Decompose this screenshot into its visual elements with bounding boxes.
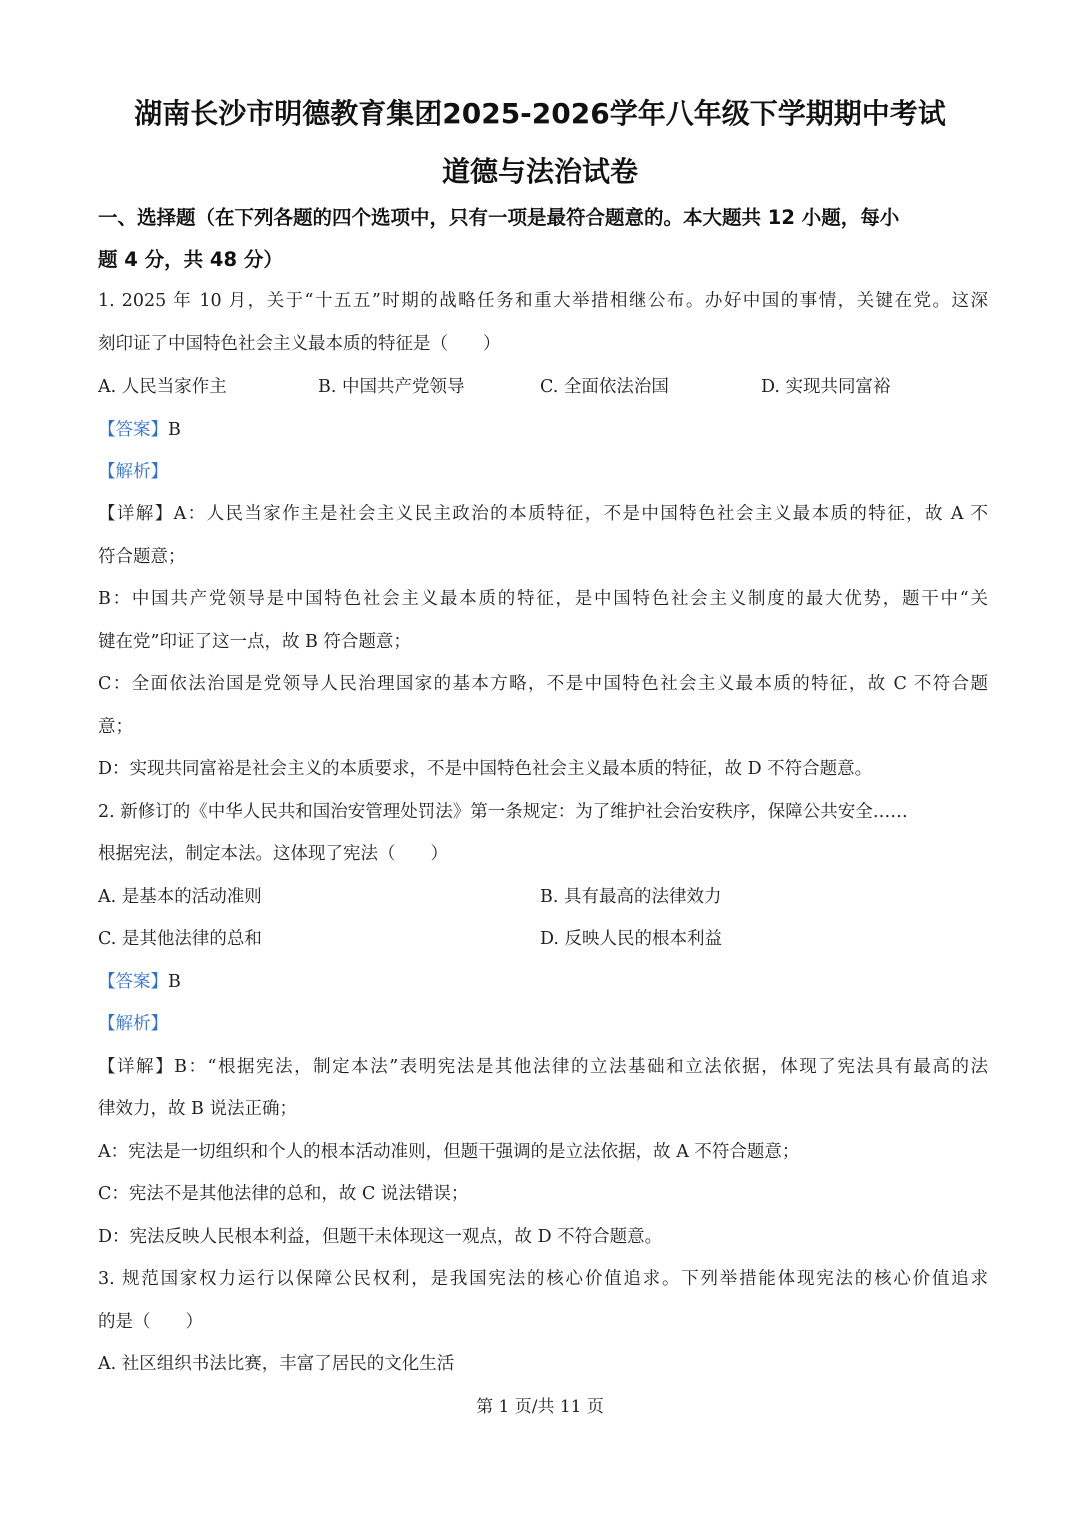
q1-answer-tag: 【答案】: [98, 420, 168, 440]
q1-option-a: A. 人民当家作主: [98, 377, 227, 397]
q1-detail-line1: [98, 501, 988, 527]
q2-stem-line2: 根据宪法，制定本法。这体现了宪法（ ）: [98, 844, 448, 864]
q2-detail-tag: 【详解】: [98, 1057, 175, 1077]
doc-title-line2: 道德与法治试卷: [441, 155, 638, 188]
q2-answer: [98, 969, 988, 995]
q2-answer-value: B: [168, 972, 181, 992]
q1-option-b: B. 中国共产党领导: [318, 377, 465, 397]
q2-analysis-label: 【解析】: [98, 1014, 168, 1034]
q1-analysis-tag: [98, 459, 988, 485]
q1-stem-line1: 1. 2025 年 10 月，关于“十五五”时期的战略任务和重大举措相继公布。办好中国的事情，关键在党。这深: [98, 291, 988, 311]
section-heading: [98, 197, 984, 281]
q1-option-d: D. 实现共同富裕: [761, 377, 891, 397]
q1-stem-line2: 刻印证了中国特色社会主义最本质的特征是（ ）: [98, 334, 501, 354]
q2-option-b: B. 具有最高的法律效力: [540, 887, 722, 907]
q2-detail-line5: D：宪法反映人民根本利益，但题干未体现这一观点，故 D 不符合题意。: [98, 1227, 663, 1247]
q2-detail-line1: [98, 1054, 988, 1080]
q1-detail-line7: D：实现共同富裕是社会主义的本质要求，不是中国特色社会主义最本质的特征，故 D 不符合题意。: [98, 759, 873, 779]
q1-detail-line6: 意；: [98, 717, 133, 737]
doc-title-line1: 湖南长沙市明德教育集团2025-2026学年八年级下学期期中考试: [134, 97, 946, 130]
q2-detail-text1: B：“根据宪法，制定本法”表明宪法是其他法律的立法基础和立法依据，体现了宪法具有最高的法: [174, 1057, 989, 1077]
q1-answer: [98, 417, 988, 443]
page-indicator: 第 1 页/共 11 页: [476, 1397, 604, 1417]
q2-detail-line2: 律效力，故 B 说法正确；: [98, 1099, 297, 1119]
q2-answer-tag: 【答案】: [98, 972, 168, 992]
q2-option-c: C. 是其他法律的总和: [98, 929, 262, 949]
q1-detail-tag: 【详解】: [98, 504, 174, 524]
q1-detail-line4: 键在党”印证了这一点，故 B 符合题意；: [98, 632, 411, 652]
q1-option-c: C. 全面依法治国: [540, 377, 669, 397]
section-heading-line1: 一、选择题（在下列各题的四个选项中，只有一项是最符合题意的。本大题共 12 小题，每小: [98, 206, 900, 229]
q2-detail-line4: C：宪法不是其他法律的总和，故 C 说法错误；: [98, 1184, 469, 1204]
q1-detail-text1: A：人民当家作主是社会主义民主政治的本质特征，不是中国特色社会主义最本质的特征，故 A 不: [173, 504, 988, 524]
q2-detail-line3: A：宪法是一切组织和个人的根本活动准则，但题干强调的是立法依据，故 A 不符合题意；: [98, 1142, 800, 1162]
q1-detail-line5: C：全面依法治国是党领导人民治理国家的基本方略，不是中国特色社会主义最本质的特征，故 C 不符合题: [98, 674, 988, 694]
q2-option-d: D. 反映人民的根本利益: [540, 929, 723, 949]
q2-analysis-tag: [98, 1011, 988, 1037]
q3-stem-line2: 的是（ ）: [98, 1312, 203, 1332]
q2-option-a: A. 是基本的活动准则: [98, 887, 262, 907]
q1-detail-line3: B：中国共产党领导是中国特色社会主义最本质的特征，是中国特色社会主义制度的最大优势，题干中“关: [98, 589, 988, 609]
q3-stem-line1: 3. 规范国家权力运行以保障公民权利，是我国宪法的核心价值追求。下列举措能体现宪法的核心价值追求: [98, 1269, 988, 1289]
q1-analysis-label: 【解析】: [98, 462, 168, 482]
q1-answer-value: B: [168, 420, 181, 440]
q2-stem-line1: 2. 新修订的《中华人民共和国治安管理处罚法》第一条规定：为了维护社会治安秩序，保障公共安全……: [98, 802, 908, 822]
q1-detail-line2: 符合题意；: [98, 547, 186, 567]
q3-option-a: A. 社区组织书法比赛，丰富了居民的文化生活: [98, 1354, 455, 1374]
section-heading-line2: 题 4 分，共 48 分）: [98, 248, 283, 271]
